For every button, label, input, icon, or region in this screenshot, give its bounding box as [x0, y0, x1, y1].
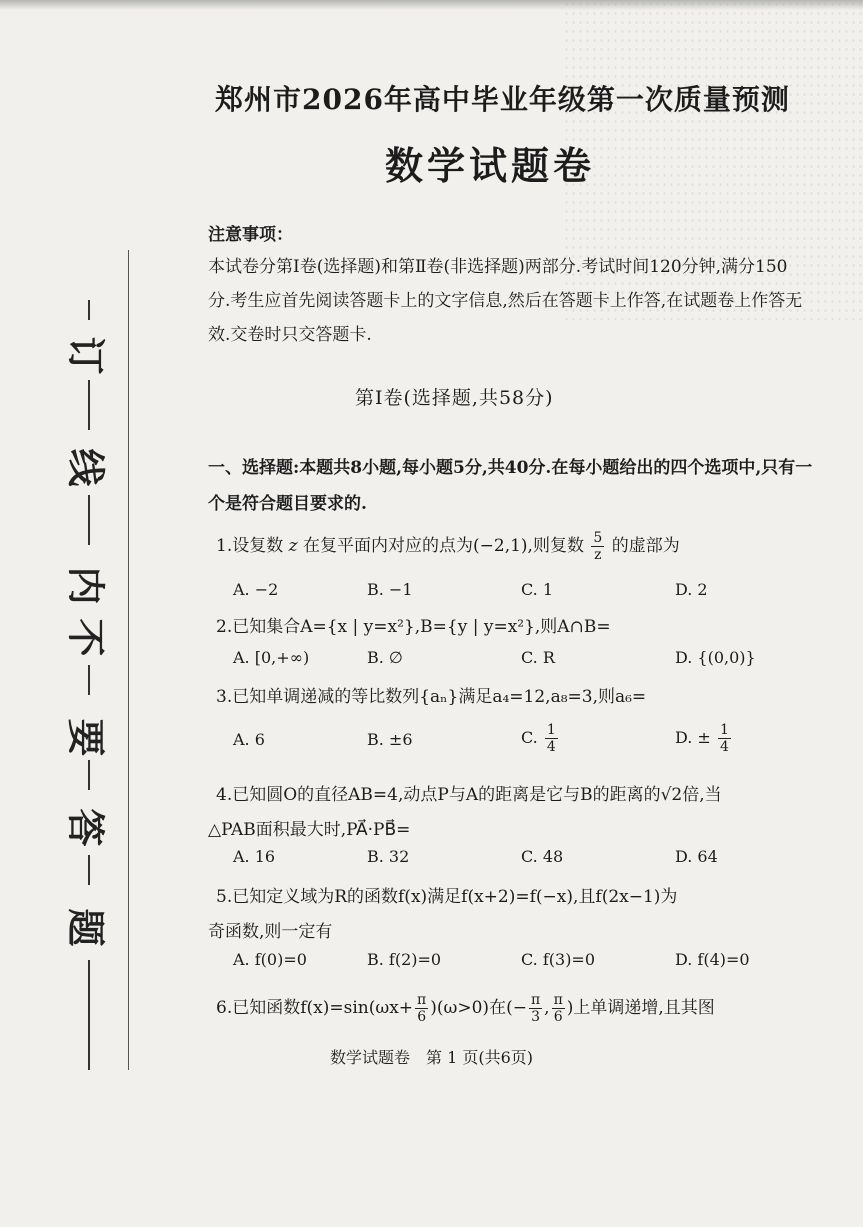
- notice-body: 本试卷分第Ⅰ卷(选择题)和第Ⅱ卷(非选择题)两部分.考试时间120分钟,满分150分.考生应首先阅读答题卡上的文字信息,然后在答题卡上作答,在试题卷上作答无效.交卷时只交答题卡.: [208, 257, 803, 345]
- q4-option-b: B. 32: [367, 847, 410, 866]
- q5-option-b: B. f(2)=0: [367, 950, 442, 969]
- q6-fraction-2: [529, 992, 542, 1025]
- q4-option-d: D. 64: [675, 847, 718, 866]
- q1-fraction: [591, 530, 604, 563]
- binding-char: 要: [63, 718, 109, 757]
- q1-frac-den: z: [594, 547, 602, 563]
- frac-num: 1: [546, 722, 556, 738]
- frac-den: 6: [553, 1009, 563, 1025]
- q6-text-a: 6.已知函数f(x)=sin(ωx+: [216, 998, 414, 1018]
- question-2-options: [233, 648, 793, 682]
- frac-num: π: [417, 992, 427, 1008]
- q1-var: z: [288, 536, 298, 556]
- question-1-options: [233, 580, 793, 614]
- q1-text-a: 1.设复数: [216, 536, 284, 556]
- question-2-stem: 2.已知集合A={x | y=x²},B={y | y=x²},则A∩B=: [216, 617, 611, 637]
- frac-den: 3: [531, 1009, 541, 1025]
- question-4-stem-line1: 4.已知圆O的直径AB=4,动点P与A的距离是它与B的距离的√2倍,当: [216, 785, 722, 805]
- question-5-options: [233, 950, 793, 984]
- q1-option-d: D. 2: [675, 580, 708, 599]
- frac-den: 4: [719, 739, 729, 755]
- binding-char: 内: [63, 566, 109, 605]
- section-heading: 第Ⅰ卷(选择题,共58分): [355, 387, 554, 409]
- question-3-options: [233, 722, 793, 762]
- question-3-stem: 3.已知单调递减的等比数列{aₙ}满足a₄=12,a₈=3,则a₆=: [216, 687, 647, 707]
- q5-option-d: D. f(4)=0: [675, 950, 750, 969]
- q2-option-a: A. [0,+∞): [233, 648, 310, 667]
- q3-option-c-label: C.: [521, 728, 538, 747]
- frac-num: 1: [719, 722, 729, 738]
- q2-option-d: D. {(0,0)}: [675, 648, 756, 667]
- q1-text-b: 在复平面内对应的点为(−2,1),则复数: [303, 536, 584, 556]
- page-footer: 数学试题卷 第 1 页(共6页): [329, 1048, 534, 1067]
- q5-option-a: A. f(0)=0: [233, 950, 307, 969]
- binding-char: 答: [63, 808, 109, 847]
- notice-heading: 注意事项：: [208, 225, 293, 245]
- q3-option-c-fraction: [545, 722, 558, 755]
- frac-den: 4: [546, 739, 556, 755]
- q6-text-d: )上单调递增,且其图: [566, 998, 715, 1018]
- exam-title: 郑州市2026年高中毕业年级第一次质量预测: [215, 83, 790, 116]
- binding-char: 线: [63, 448, 109, 487]
- subject-title: 数学试题卷: [384, 143, 595, 188]
- question-4-stem-line2: △PAB面积最大时,PA⃗·PB⃗=: [208, 820, 411, 840]
- frac-num: π: [530, 992, 541, 1008]
- question-4-options: [233, 847, 793, 881]
- q1-option-c: C. 1: [521, 580, 554, 599]
- question-5-stem-line1: 5.已知定义域为R的函数f(x)满足f(x+2)=f(−x),且f(2x−1)为: [216, 887, 678, 907]
- part-intro: 一、选择题:本题共8小题,每小题5分,共40分.在每小题给出的四个选项中,只有一个是符合题目要求的.: [208, 458, 813, 514]
- q2-option-b: B. ∅: [367, 648, 403, 667]
- q3-option-d-fraction: [718, 722, 731, 755]
- q4-option-a: A. 16: [233, 847, 276, 866]
- q3-option-b: B. ±6: [367, 730, 413, 749]
- question-5-stem-line2: 奇函数,则一定有: [208, 922, 333, 942]
- q6-fraction-1: [415, 992, 428, 1025]
- q3-option-d-label: D. ±: [675, 728, 711, 747]
- frac-num: π: [553, 992, 563, 1008]
- q6-text-c: ,: [544, 998, 550, 1018]
- q4-option-c: C. 48: [521, 847, 564, 866]
- question-1-stem: [216, 530, 680, 563]
- q2-option-c: C. R: [521, 648, 555, 667]
- q1-text-c: 的虚部为: [611, 536, 680, 556]
- q1-option-a: A. −2: [233, 580, 279, 599]
- q5-option-c: C. f(3)=0: [521, 950, 596, 969]
- q1-frac-num: 5: [593, 530, 603, 546]
- binding-char: 订: [63, 336, 109, 375]
- q6-text-b: )(ω>0)在(−: [430, 998, 527, 1018]
- q3-option-c: [521, 722, 560, 755]
- binding-char: 不: [63, 618, 109, 657]
- question-6-stem: [216, 992, 715, 1025]
- q6-fraction-3: [552, 992, 565, 1025]
- binding-char: 题: [63, 908, 109, 947]
- q3-option-d: [675, 722, 733, 755]
- q1-option-b: B. −1: [367, 580, 413, 599]
- q3-option-a: A. 6: [233, 730, 265, 749]
- frac-den: 6: [417, 1009, 427, 1025]
